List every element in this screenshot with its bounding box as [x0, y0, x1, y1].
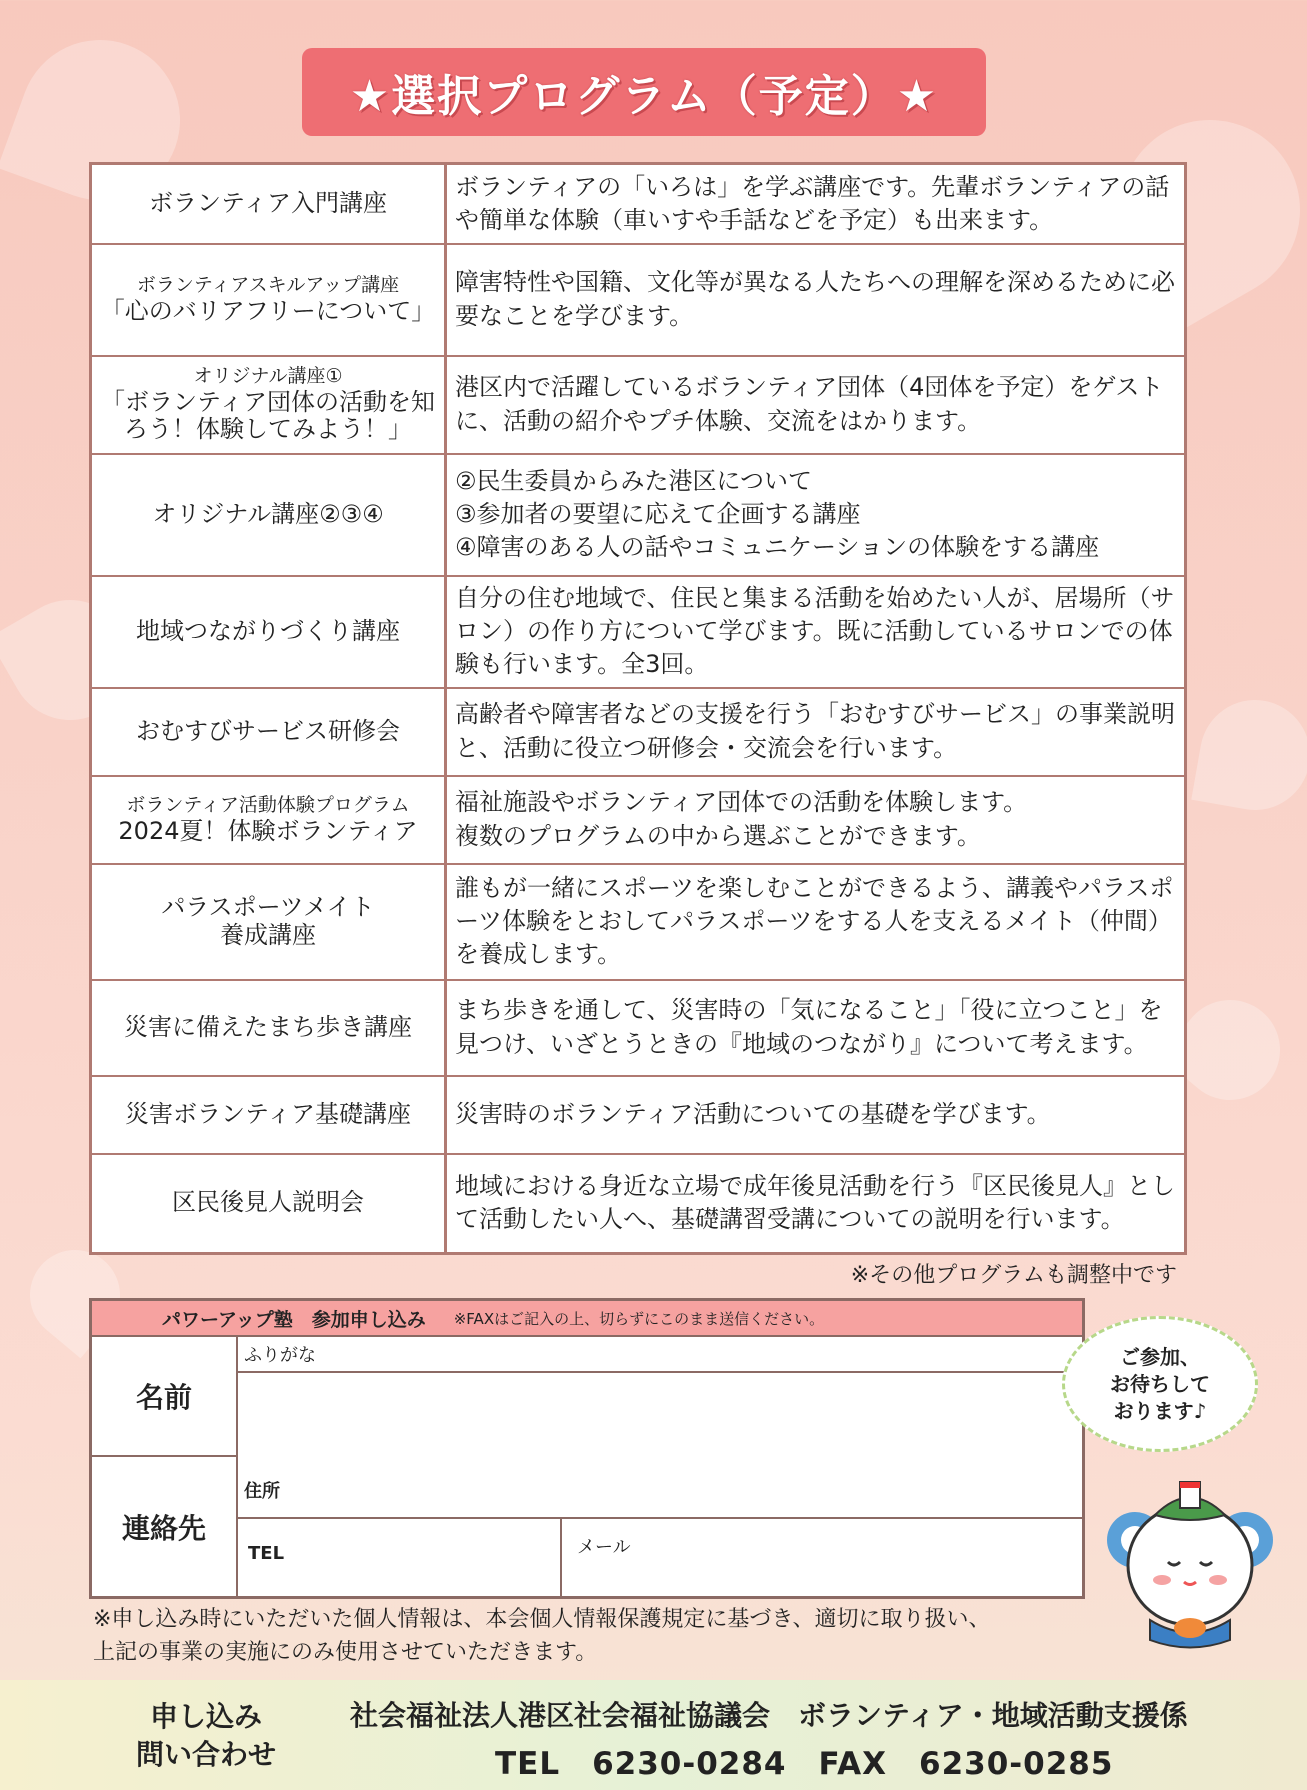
page-title: ★選択プログラム（予定）★ — [302, 48, 986, 136]
address-field[interactable] — [238, 1459, 1082, 1515]
program-description: 災害時のボランティア活動についての基礎を学びます。 — [446, 1076, 1186, 1154]
program-description: 福祉施設やボランティア団体での活動を体験します。 複数のプログラムの中から選ぶことができます。 — [446, 776, 1186, 864]
program-description: 誰もが一緒にスポーツを楽しむことができるよう、講義やパラスポーツ体験をとおしてパラスポーツをする人を支えるメイト（仲間）を養成します。 — [446, 864, 1186, 980]
address-label: 住所 — [244, 1481, 280, 1502]
program-description: ボランティアの「いろは」を学ぶ講座です。先輩ボランティアの話や簡単な体験（車いすや手話などを予定）も出来ます。 — [446, 164, 1186, 244]
program-row — [91, 576, 1186, 688]
program-name-cell — [91, 356, 446, 454]
program-name-cell — [91, 164, 446, 244]
program-name: 災害に備えたまち歩き講座 — [124, 1012, 412, 1041]
footer-inquiry-label: 申し込み 問い合わせ — [136, 1700, 277, 1771]
program-row — [91, 688, 1186, 776]
program-row — [91, 1154, 1186, 1254]
application-form — [89, 1298, 1085, 1599]
name-label: 名前 — [92, 1337, 238, 1457]
program-name-cell — [91, 980, 446, 1076]
program-name-cell — [91, 1154, 446, 1254]
program-row — [91, 454, 1186, 576]
program-name-cell — [91, 1076, 446, 1154]
program-row — [91, 1076, 1186, 1154]
note-other-programs: ※その他プログラムも調整中です — [850, 1263, 1177, 1288]
program-subtitle: ボランティア活動体験プログラム — [126, 793, 410, 816]
program-description: 自分の住む地域で、住民と集まる活動を始めたい人が、居場所（サロン）の作り方について学びます。既に活動しているサロンでの体験も行います。全3回。 — [446, 576, 1186, 688]
program-row — [91, 164, 1186, 244]
bubble-text: ご参加、 お待ちして おります♪ — [1110, 1344, 1210, 1423]
furigana-label: ふりがな — [244, 1345, 316, 1366]
program-name: 2024夏！体験ボランティア — [118, 816, 418, 845]
program-name-cell — [91, 454, 446, 576]
program-name: 「ボランティア団体の活動を知ろう！体験してみよう！」 — [100, 387, 436, 444]
mail-label: メール — [577, 1537, 631, 1558]
program-name-cell — [91, 244, 446, 356]
program-subtitle: オリジナル講座① — [193, 365, 343, 388]
program-name: 区民後見人説明会 — [172, 1188, 364, 1217]
program-name: オリジナル講座②③④ — [152, 499, 384, 528]
program-description: ②民生委員からみた港区について ③参加者の要望に応えて企画する講座 ④障害のある人の話やコミュニケーションの体験をする講座 — [446, 454, 1186, 576]
program-description: 港区内で活躍しているボランティア団体（4団体を予定）をゲストに、活動の紹介やプチ体験、交流をはかります。 — [446, 356, 1186, 454]
program-name: ボランティア入門講座 — [148, 188, 388, 217]
program-description: まち歩きを通して、災害時の「気になること」「役に立つこと」を見つけ、いざとうときの『地域のつながり』について考えます。 — [446, 980, 1186, 1076]
program-row — [91, 244, 1186, 356]
program-name: パラスポーツメイト 養成講座 — [161, 892, 375, 949]
program-name-cell — [91, 688, 446, 776]
program-subtitle: ボランティアスキルアップ講座 — [136, 273, 400, 296]
program-name: 災害ボランティア基礎講座 — [124, 1099, 412, 1128]
program-description: 障害特性や国籍、文化等が異なる人たちへの理解を深めるために必要なことを学びます。 — [446, 244, 1186, 356]
contact-label: 連絡先 — [92, 1457, 238, 1596]
mascot-illustration — [1100, 1470, 1280, 1660]
program-row — [91, 864, 1186, 980]
footer-organization: 社会福祉法人港区社会福祉協議会 ボランティア・地域活動支援係 — [350, 1699, 1188, 1732]
program-row — [91, 980, 1186, 1076]
form-header-note: ※FAXはご記入の上、切らずにこのまま送信ください。 — [453, 1309, 825, 1328]
program-description: 高齢者や障害者などの支援を行う「おむすびサービス」の事業説明と、活動に役立つ研修会・交流会を行います。 — [446, 688, 1186, 776]
name-field[interactable] — [238, 1373, 1082, 1455]
privacy-note: ※申し込み時にいただいた個人情報は、本会個人情報保護規定に基づき、適切に取り扱い、 上記の事業の実施にのみ使用させていただきます。 — [93, 1607, 991, 1665]
mail-field[interactable] — [562, 1519, 1082, 1596]
program-row — [91, 776, 1186, 864]
tel-field[interactable] — [238, 1519, 558, 1596]
footer — [0, 1680, 1307, 1790]
program-row — [91, 356, 1186, 454]
program-name-cell — [91, 576, 446, 688]
program-description: 地域における身近な立場で成年後見活動を行う『区民後見人』として活動したい人へ、基礎講習受講についての説明を行います。 — [446, 1154, 1186, 1254]
program-name: 「心のバリアフリーについて」 — [100, 296, 436, 325]
speech-bubble — [1062, 1316, 1258, 1452]
program-name: 地域つながりづくり講座 — [136, 616, 400, 645]
footer-contact-numbers: TEL 6230-0284 FAX 6230-0285 — [495, 1746, 1114, 1782]
tel-label: TEL — [248, 1543, 285, 1564]
program-table — [89, 162, 1187, 1255]
form-header-title: パワーアップ塾 参加申し込み — [162, 1308, 426, 1331]
form-header — [92, 1301, 1082, 1337]
program-name-cell — [91, 776, 446, 864]
program-name-cell — [91, 864, 446, 980]
program-name: おむすびサービス研修会 — [136, 716, 400, 745]
